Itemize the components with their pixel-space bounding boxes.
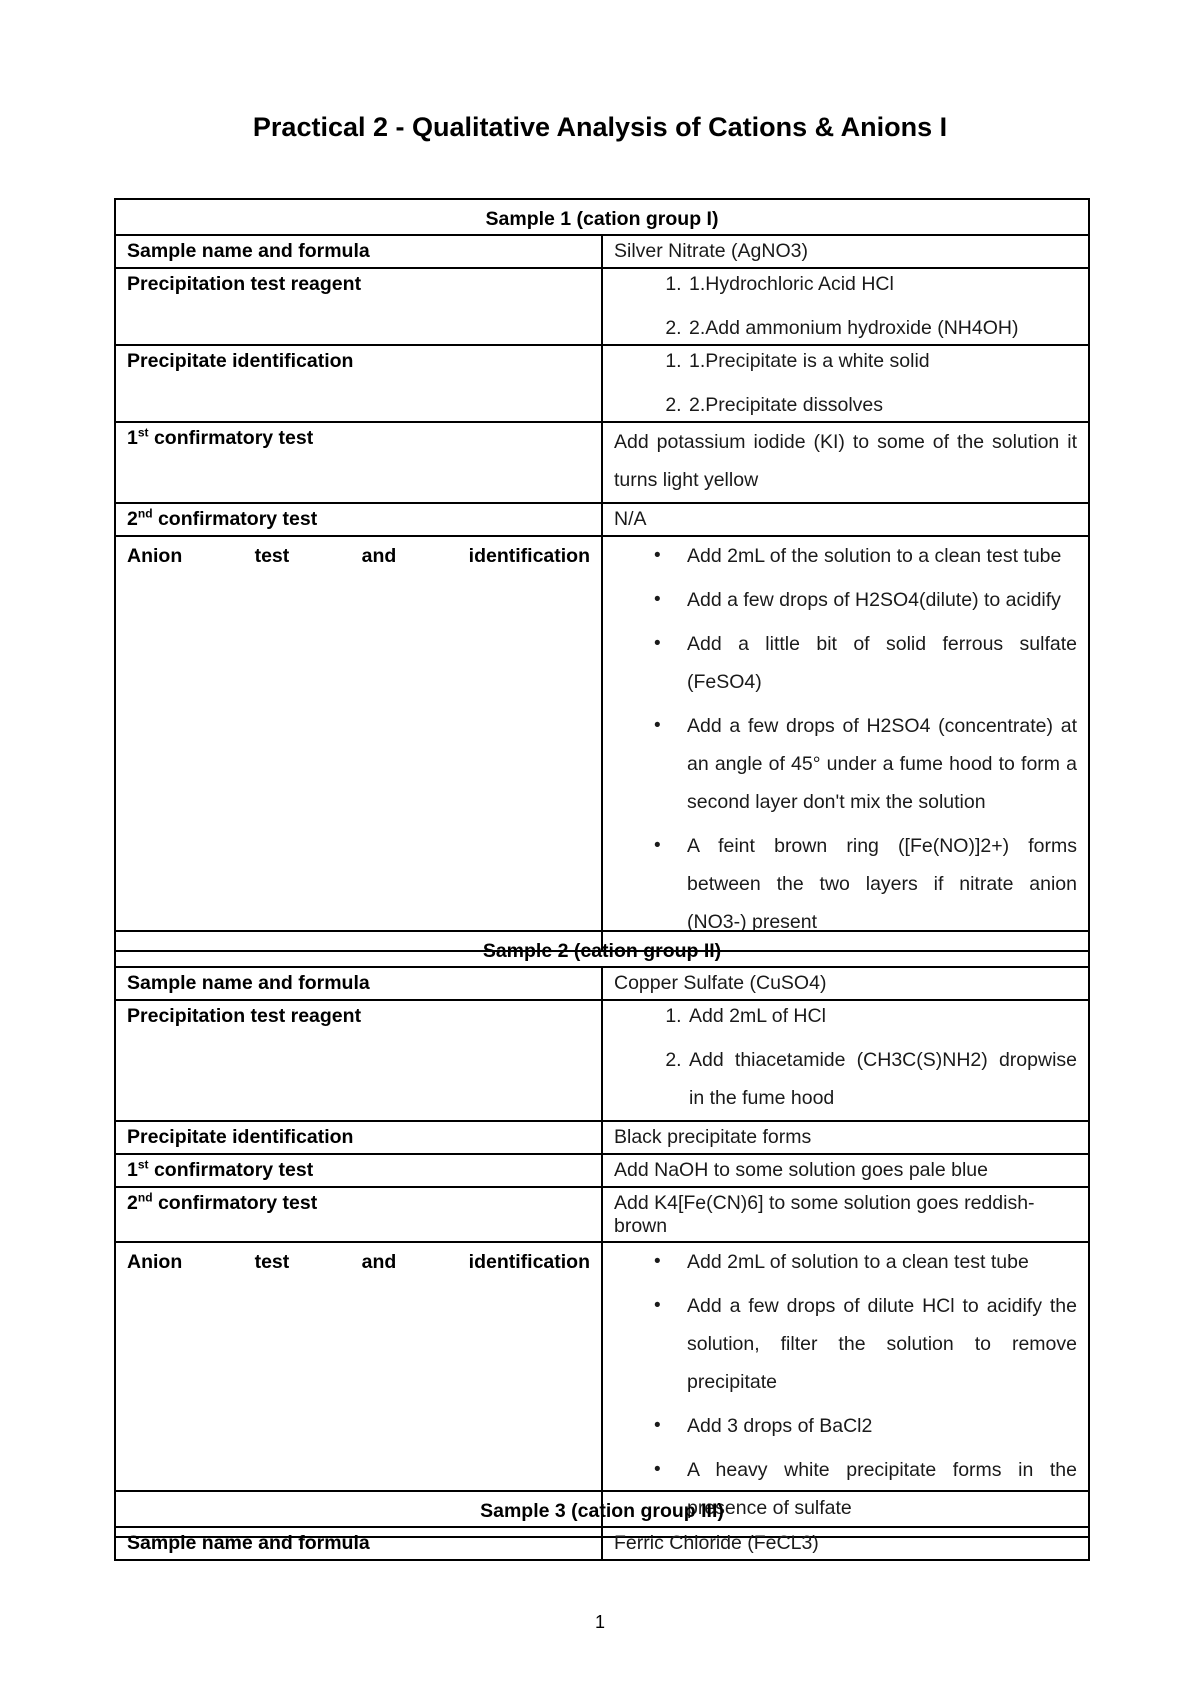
list-item: • Add a few drops of dilute HCl to acidify the solution, filter the solution to remove precipitate (687, 1287, 1077, 1401)
sample-2-reagent-value (602, 1000, 1089, 1121)
sample-1-anion-value (602, 536, 1089, 951)
sample-2-conf2-label: 2nd confirmatory test (115, 1187, 602, 1242)
list-item: • A heavy white precipitate forms in the presence of sulfate (687, 1451, 1077, 1527)
sample-3-table (114, 1490, 1090, 1561)
sample-2-name-value: Copper Sulfate (CuSO4) (602, 967, 1089, 1000)
list-item: • Add a little bit of solid ferrous sulfate (FeSO4) (687, 625, 1077, 701)
list-item: 2. 2.Add ammonium hydroxide (NH4OH) (687, 317, 1077, 340)
sample-2-anion-label: Anion test and identification (115, 1242, 602, 1537)
sample-1-reagent-value (602, 268, 1089, 345)
sample-2-precip-label: Precipitate identification (115, 1121, 602, 1154)
sample-1-name-value: Silver Nitrate (AgNO3) (602, 235, 1089, 268)
sample-3-header: Sample 3 (cation group III) (115, 1491, 1089, 1527)
list-item: 1. 1.Hydrochloric Acid HCl (687, 273, 1077, 296)
sample-1-precip-value (602, 345, 1089, 422)
sample-1-anion-label: Anion test and identification (115, 536, 602, 951)
sample-2-conf2-value: Add K4[Fe(CN)6] to some solution goes reddish-brown (602, 1187, 1089, 1242)
sample-3-name-label: Sample name and formula (115, 1527, 602, 1560)
list-item: 2. Add thiacetamide (CH3C(S)NH2) dropwise in the fume hood (687, 1041, 1077, 1117)
list-item: 1. Add 2mL of HCl (687, 1005, 1077, 1028)
sample-1-name-label: Sample name and formula (115, 235, 602, 268)
sample-2-header: Sample 2 (cation group II) (115, 931, 1089, 967)
sample-1-header: Sample 1 (cation group I) (115, 199, 1089, 235)
sample-1-conf2-label: 2nd confirmatory test (115, 503, 602, 536)
list-item: • Add 2mL of solution to a clean test tube (687, 1243, 1077, 1281)
list-item: • Add 3 drops of BaCl2 (687, 1407, 1077, 1445)
sample-2-name-label: Sample name and formula (115, 967, 602, 1000)
sample-2-conf1-label: 1st confirmatory test (115, 1154, 602, 1187)
page-title: Practical 2 - Qualitative Analysis of Cations & Anions I (252, 112, 948, 142)
list-item: • Add 2mL of the solution to a clean test tube (687, 537, 1077, 575)
list-item: 1. 1.Precipitate is a white solid (687, 350, 1077, 373)
sample-2-reagent-label: Precipitation test reagent (115, 1000, 602, 1121)
sample-2-conf1-value: Add NaOH to some solution goes pale blue (602, 1154, 1089, 1187)
list-item: • A feint brown ring ([Fe(NO)]2+) forms between the two layers if nitrate anion (NO3-) present (687, 827, 1077, 941)
sample-1-precip-label: Precipitate identification (115, 345, 602, 422)
list-item: • Add a few drops of H2SO4 (concentrate) at an angle of 45° under a fume hood to form a second layer don't mix the solution (687, 707, 1077, 821)
list-item: 2. 2.Precipitate dissolves (687, 394, 1077, 417)
sample-3-name-value: Ferric Chloride (FeCL3) (602, 1527, 1089, 1560)
sample-2-precip-value: Black precipitate forms (602, 1121, 1089, 1154)
sample-1-conf2-value: N/A (602, 503, 1089, 536)
sample-1-reagent-label: Precipitation test reagent (115, 268, 602, 345)
page-number: 1 (594, 1612, 605, 1632)
list-item: • Add a few drops of H2SO4(dilute) to acidify (687, 581, 1077, 619)
sample-1-table (114, 198, 1090, 952)
sample-1-conf1-value: Add potassium iodide (KI) to some of the solution it turns light yellow (602, 422, 1089, 503)
sample-2-table (114, 930, 1090, 1538)
sample-1-conf1-label: 1st confirmatory test (115, 422, 602, 503)
